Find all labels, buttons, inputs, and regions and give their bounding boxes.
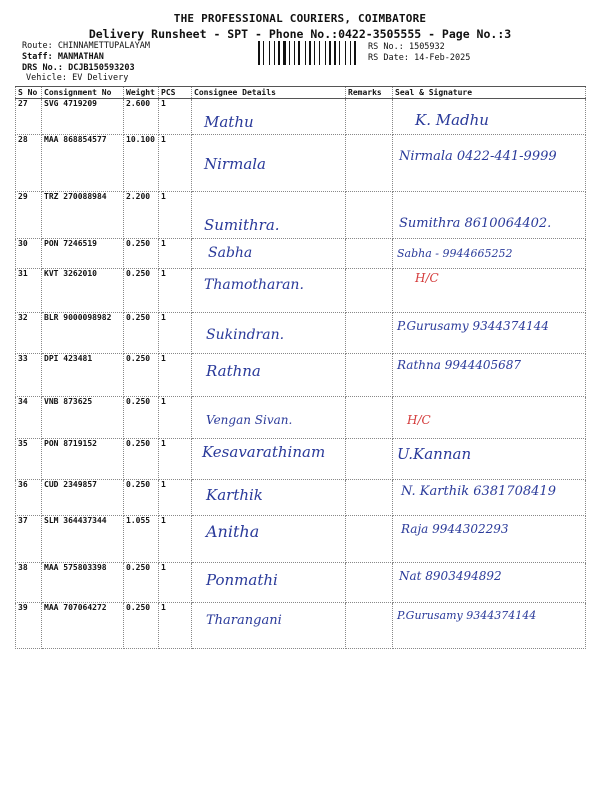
consignment-no-cell: SLM 364437344 [42,516,124,563]
consignee-handwriting: Rathna [206,362,261,380]
table-row [16,313,586,354]
seal-signature-cell [393,603,586,649]
rs-no-value: 1505932 [408,42,445,52]
pcs-cell: 1 [159,354,192,397]
consignment-no-cell: MAA 868854577 [42,135,124,192]
weight-cell: 0.250 [124,439,159,480]
seal-signature-cell [393,439,586,480]
consignment-no-cell: MAA 575803398 [42,563,124,603]
signature-handwriting: K. Madhu [415,111,489,129]
consignee-handwriting: Sabha [208,245,253,261]
serial-number-cell: 35 [16,439,42,480]
remarks-cell [346,192,393,239]
consignee-cell [192,99,346,135]
weight-cell: 0.250 [124,563,159,603]
barcode-bar [345,41,346,65]
route-label: Route: [22,41,53,51]
barcode-bar [269,41,270,65]
barcode [258,41,362,65]
consignment-no-cell: CUD 2349857 [42,480,124,516]
consignment-no-cell: PON 7246519 [42,239,124,269]
weight-cell: 10.100 [124,135,159,192]
seal-signature-cell [393,516,586,563]
consignment-no-cell: TRZ 270088984 [42,192,124,239]
serial-number-cell: 28 [16,135,42,192]
consignee-cell [192,269,346,313]
company-title: THE PROFESSIONAL COURIERS, COIMBATORE [173,12,427,25]
signature-handwriting: Nirmala 0422-441-9999 [399,149,557,164]
seal-signature-cell [393,239,586,269]
weight-cell: 0.250 [124,239,159,269]
col-header-pcs: PCS [159,87,192,99]
table-row [16,480,586,516]
remarks-cell [346,439,393,480]
pcs-cell: 1 [159,192,192,239]
signature-handwriting: N. Karthik 6381708419 [401,484,556,499]
consignee-handwriting: Sumithra. [204,216,280,234]
signature-handwriting: Raja 9944302293 [401,522,509,536]
barcode-bar [357,41,358,65]
signature-handwriting: H/C [415,271,439,285]
barcode-bar [337,41,338,65]
remarks-cell [346,239,393,269]
seal-signature-cell [393,480,586,516]
consignee-handwriting: Ponmathi [206,571,278,589]
consignee-cell [192,135,346,192]
pcs-cell: 1 [159,480,192,516]
route-value: CHINNAMETTUPALAYAM [57,41,150,51]
barcode-bar [329,41,331,65]
signature-handwriting: P.Gurusamy 9344374144 [397,319,549,333]
serial-number-cell: 32 [16,313,42,354]
barcode-bar [287,41,288,65]
col-header-weight: Weight [124,87,159,99]
weight-cell: 1.055 [124,516,159,563]
barcode-bar [341,41,344,65]
consignment-no-cell: DPI 423481 [42,354,124,397]
remarks-cell [346,397,393,439]
pcs-cell: 1 [159,313,192,354]
pcs-cell: 1 [159,603,192,649]
pcs-cell: 1 [159,239,192,269]
weight-cell: 0.250 [124,480,159,516]
remarks-cell [346,135,393,192]
weight-cell: 2.200 [124,192,159,239]
barcode-bar [298,41,300,65]
barcode-bar [305,41,306,65]
remarks-cell [346,563,393,603]
vehicle-line [26,73,128,84]
consignee-cell [192,516,346,563]
barcode-bar [291,41,293,65]
barcode-bar [312,41,313,65]
remarks-cell [346,354,393,397]
table-row [16,603,586,649]
staff-line [22,52,104,63]
table-header-row [16,87,586,99]
pcs-cell: 1 [159,397,192,439]
barcode-bar [301,41,304,65]
table-row [16,439,586,480]
barcode-bar [261,41,262,65]
pcs-cell: 1 [159,439,192,480]
table-row [16,239,586,269]
barcode-bar [319,41,320,65]
table-row [16,192,586,239]
barcode-bar [339,41,340,65]
runsheet-subtitle: Delivery Runsheet - SPT - Phone No.:0422-3505555 - Page No.:3 [88,27,512,41]
weight-cell: 0.250 [124,269,159,313]
runsheet-table [15,86,586,649]
table-row [16,269,586,313]
signature-handwriting: H/C [407,413,431,427]
barcode-bar [314,41,315,65]
serial-number-cell: 29 [16,192,42,239]
staff-label: Staff: [22,52,53,62]
consignee-handwriting: Kesavarathinam [202,443,326,461]
table-row [16,516,586,563]
barcode-bar [283,41,286,65]
consignee-handwriting: Vengan Sivan. [206,413,293,427]
barcode-bar [325,41,326,65]
rs-info [368,42,470,64]
vehicle-label: Vehicle: [26,73,67,83]
barcode-bar [276,41,277,65]
barcode-bar [274,41,275,65]
barcode-bar [265,41,268,65]
barcode-bar [327,41,328,65]
consignment-no-cell: PON 8719152 [42,439,124,480]
pcs-cell: 1 [159,516,192,563]
consignee-handwriting: Anitha [206,522,260,541]
weight-cell: 0.250 [124,354,159,397]
barcode-bar [309,41,311,65]
signature-handwriting: P.Gurusamy 9344374144 [397,609,537,622]
route-line [22,41,150,52]
staff-value: MANMATHAN [57,52,104,62]
serial-number-cell: 34 [16,397,42,439]
remarks-cell [346,313,393,354]
consignee-handwriting: Mathu [204,113,254,131]
table-row [16,99,586,135]
serial-number-cell: 36 [16,480,42,516]
col-header-remarks: Remarks [346,87,393,99]
signature-handwriting: Rathna 9944405687 [397,358,522,372]
table-row [16,135,586,192]
serial-number-cell: 33 [16,354,42,397]
rs-no-line [368,42,470,53]
remarks-cell [346,99,393,135]
consignee-cell [192,354,346,397]
serial-number-cell: 31 [16,269,42,313]
table-body [16,99,586,649]
barcode-bar [263,41,264,65]
rs-no-label: RS No.: [368,42,404,52]
serial-number-cell: 30 [16,239,42,269]
seal-signature-cell [393,269,586,313]
barcode-bar [321,41,324,65]
pcs-cell: 1 [159,269,192,313]
table-row [16,354,586,397]
weight-cell: 0.250 [124,397,159,439]
col-header-consignee: Consignee Details [192,87,346,99]
col-header-seal-signature: Seal & Signature [393,87,586,99]
signature-handwriting: Sumithra 8610064402. [399,216,552,231]
barcode-bar [354,41,356,65]
consignee-handwriting: Karthik [206,486,263,504]
signature-handwriting: Nat 8903494892 [399,569,502,583]
col-header-consignment: Consignment No [42,87,124,99]
signature-handwriting: Sabha - 9944665252 [397,247,513,260]
drs-value: DCJB150593203 [68,63,135,73]
vehicle-value: EV Delivery [72,73,129,83]
rs-date-line [368,53,470,64]
barcode-bar [281,41,282,65]
seal-signature-cell [393,99,586,135]
consignee-cell [192,480,346,516]
pcs-cell: 1 [159,135,192,192]
consignee-cell [192,439,346,480]
seal-signature-cell [393,313,586,354]
barcode-bar [278,41,280,65]
weight-cell: 2.600 [124,99,159,135]
barcode-bar [296,41,297,65]
remarks-cell [346,516,393,563]
consignee-cell [192,192,346,239]
consignment-no-cell: KVT 3262010 [42,269,124,313]
barcode-bar [334,41,336,65]
consignee-cell [192,563,346,603]
seal-signature-cell [393,192,586,239]
table-row [16,397,586,439]
remarks-cell [346,603,393,649]
pcs-cell: 1 [159,563,192,603]
barcode-bar [307,41,308,65]
serial-number-cell: 39 [16,603,42,649]
drs-label: DRS No.: [22,63,63,73]
consignment-no-cell: SVG 4719209 [42,99,124,135]
table-row [16,563,586,603]
rs-date-value: 14-Feb-2025 [414,53,471,63]
barcode-bar [258,41,260,65]
consignee-handwriting: Thamotharan. [204,277,304,293]
consignee-cell [192,239,346,269]
consignee-cell [192,397,346,439]
signature-handwriting: U.Kannan [397,445,472,463]
barcode-bar [271,41,273,65]
seal-signature-cell [393,354,586,397]
barcode-bar [316,41,318,65]
weight-cell: 0.250 [124,313,159,354]
seal-signature-cell [393,563,586,603]
remarks-cell [346,269,393,313]
consignee-handwriting: Sukindran. [206,327,285,343]
barcode-bar [350,41,351,65]
consignment-no-cell: VNB 873625 [42,397,124,439]
rs-date-label: RS Date: [368,53,409,63]
consignee-handwriting: Tharangani [206,613,282,628]
serial-number-cell: 38 [16,563,42,603]
weight-cell: 0.250 [124,603,159,649]
consignment-no-cell: MAA 707064272 [42,603,124,649]
consignee-cell [192,313,346,354]
seal-signature-cell [393,135,586,192]
consignee-cell [192,603,346,649]
consignee-handwriting: Nirmala [204,155,266,173]
barcode-bar [294,41,295,65]
consignment-no-cell: BLR 9000098982 [42,313,124,354]
barcode-bar [347,41,349,65]
serial-number-cell: 37 [16,516,42,563]
barcode-bar [352,41,353,65]
col-header-sno: S No [16,87,42,99]
seal-signature-cell [393,397,586,439]
remarks-cell [346,480,393,516]
pcs-cell: 1 [159,99,192,135]
serial-number-cell: 27 [16,99,42,135]
barcode-bar [332,41,333,65]
barcode-bar [289,41,290,65]
